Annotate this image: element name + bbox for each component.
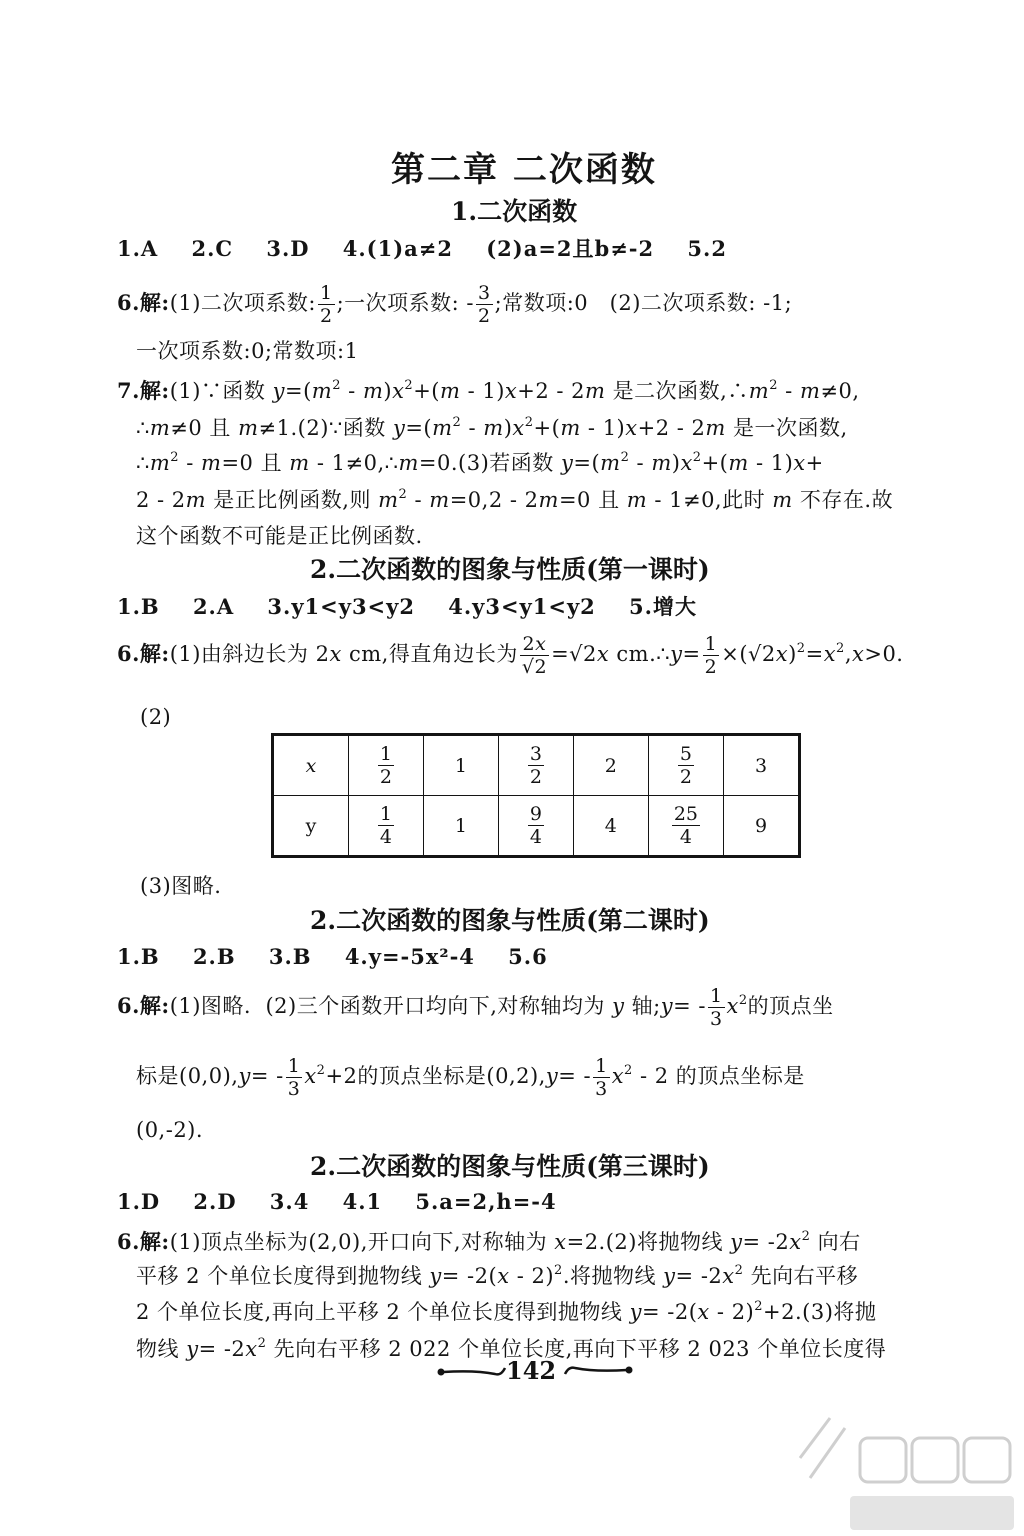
- x-cell-3: $\frac{3}{2}$: [498, 735, 573, 796]
- answer-1: 1.A: [117, 236, 159, 261]
- s2b-q6-label: 6.解:: [117, 993, 170, 1018]
- row-label-x: x: [273, 735, 349, 796]
- s1-q6-line1: 6.解:(1)二次项系数: $\frac{1}{2}$ ;一次项系数: - $\frac{3}{2}$ ;常数项:0 (2)二次项系数: -1;: [117, 282, 793, 327]
- answer-5: 5.a=2,h=-4: [415, 1189, 557, 1214]
- x-cell-4: 2: [573, 735, 648, 796]
- s1-q7-line5: 这个函数不可能是正比例函数.: [136, 524, 423, 548]
- answer-2: 2.A: [192, 594, 235, 619]
- answer-2: 2.B: [192, 944, 236, 969]
- chapter-title: 第二章 二次函数: [391, 150, 657, 190]
- answer-5: 5.6: [508, 944, 548, 969]
- s2a-q6-label: 6.解:: [117, 641, 170, 666]
- answer-4a: 4.(1)a≠2: [342, 236, 453, 261]
- answer-row-s1: [117, 233, 727, 263]
- s2c-q6-line2: 平移 2 个单位长度得到抛物线 y= -2(x - 2)$^2$.将抛物线 $y= -2x^2$ 先向右平移: [136, 1263, 859, 1288]
- s2a-q6-part3: (3)图略.: [140, 874, 222, 898]
- answer-1: 1.D: [117, 1189, 161, 1214]
- s2c-q6-line1: 6.解:(1)顶点坐标为(2,0),开口向下,对称轴为 x=2.(2)将抛物线 $y= -2x^2$ 向右: [117, 1229, 861, 1254]
- section-title-2a: 2.二次函数的图象与性质(第一课时): [310, 555, 710, 584]
- y-cell-2: 1: [423, 796, 498, 857]
- y-cell-6: 9: [724, 796, 800, 857]
- s2c-q6-line3: 2 个单位长度,再向上平移 2 个单位长度得到抛物线 y= -2(x - 2)$^2$+2.(3)将抛: [136, 1299, 877, 1324]
- answer-4b: (2)a=2且b≠-2: [486, 236, 655, 261]
- answer-row-s2c: [117, 1189, 557, 1214]
- s2c-q6-line4: 物线 $y= -2x^2$ 先向右平移 2 022 个单位长度,再向下平移 2 023 个单位长度得: [136, 1336, 887, 1361]
- answer-3: 3.y1<y3<y2: [267, 594, 415, 619]
- answer-4: 4.y=-5x²-4: [344, 944, 475, 969]
- page-number: 142: [506, 1356, 557, 1385]
- x-cell-6: 3: [724, 735, 800, 796]
- section-title-2b: 2.二次函数的图象与性质(第二课时): [310, 906, 710, 935]
- s1-q7-line4: 2 - 2m 是正比例函数,则 $m^2 - m=0,2 - 2m=0$ 且 m - 1≠0,此时 m 不存在.故: [136, 487, 894, 512]
- table-row-x: [273, 735, 800, 796]
- answer-2: 2.C: [191, 236, 234, 261]
- answer-1: 1.B: [117, 594, 160, 619]
- answer-row-s2b: [117, 944, 548, 969]
- answer-4: 4.1: [342, 1189, 383, 1214]
- s1-q6-label: 6.解:: [117, 290, 170, 315]
- section-title-2c: 2.二次函数的图象与性质(第三课时): [310, 1152, 710, 1181]
- answer-4: 4.y3<y1<y2: [448, 594, 596, 619]
- x-cell-5: $\frac{5}{2}$: [648, 735, 723, 796]
- s2c-q6-label: 6.解:: [117, 1229, 170, 1254]
- y-cell-4: 4: [573, 796, 648, 857]
- s1-q7-label: 7.解:: [117, 378, 170, 403]
- answer-3: 3.B: [268, 944, 312, 969]
- y-cell-1: $\frac{1}{4}$: [348, 796, 423, 857]
- answer-3: 3.4: [269, 1189, 310, 1214]
- answer-3: 3.D: [266, 236, 310, 261]
- table-row-y: [273, 796, 800, 857]
- s1-q7-line1: 7.解:(1)∵函数 $y=(m^2 - m)x^2+(m - 1)x+2 - 2m$ 是二次函数$,\therefore m^2 - m\ne 0$,: [117, 378, 860, 403]
- s1-q7-line3: $\therefore m^2 - m=0$ 且 m - 1≠0,∴m=0.(3)若函数 $y=(m^2 - m)x^2+(m - 1)x+$: [136, 450, 824, 475]
- value-table: [271, 733, 801, 858]
- watermark-graphic: [790, 1398, 1020, 1534]
- y-cell-5: $\frac{25}{4}$: [648, 796, 723, 857]
- s2b-q6-line3: (0,-2).: [136, 1118, 204, 1142]
- answer-2: 2.D: [193, 1189, 237, 1214]
- s1-q6-line2: 一次项系数:0;常数项:1: [136, 339, 359, 363]
- s2b-q6-line1: 6.解:(1)图略. (2)三个函数开口均向下,对称轴均为 y 轴;y= - $\frac{1}{3}$ $x^2$的顶点坐: [117, 985, 834, 1030]
- answer-1: 1.B: [117, 944, 160, 969]
- s2a-q6-part2: (2): [140, 705, 172, 729]
- answer-5: 5.增大: [629, 594, 697, 619]
- answer-5: 5.2: [687, 236, 727, 261]
- x-cell-1: $\frac{1}{2}$: [348, 735, 423, 796]
- answer-row-s2a: [117, 591, 697, 621]
- s1-q7-line2: ∴m≠0 且 m≠1.(2)∵函数 $y=(m^2 - m)x^2+(m - 1)x+2 - 2m$ 是一次函数,: [136, 415, 848, 440]
- s2b-q6-line2: 标是(0,0),y= - $\frac{1}{3}$ $x^2+2$的顶点坐标是(0,2),y= - $\frac{1}{3}$ $x^2 - 2$ 的顶点坐标是: [136, 1055, 805, 1100]
- y-cell-3: $\frac{9}{4}$: [498, 796, 573, 857]
- s2a-q6-line1: 6.解:(1)由斜边长为 2x cm,得直角边长为 $\frac{2x}{√2}$ =√2x cm.∴y= $\frac{1}{2}$ $\times(√2x)^2=x^2,x>0$.: [117, 633, 904, 678]
- x-cell-2: 1: [423, 735, 498, 796]
- row-label-y: y: [273, 796, 349, 857]
- section-title-1: 1.二次函数: [451, 197, 578, 226]
